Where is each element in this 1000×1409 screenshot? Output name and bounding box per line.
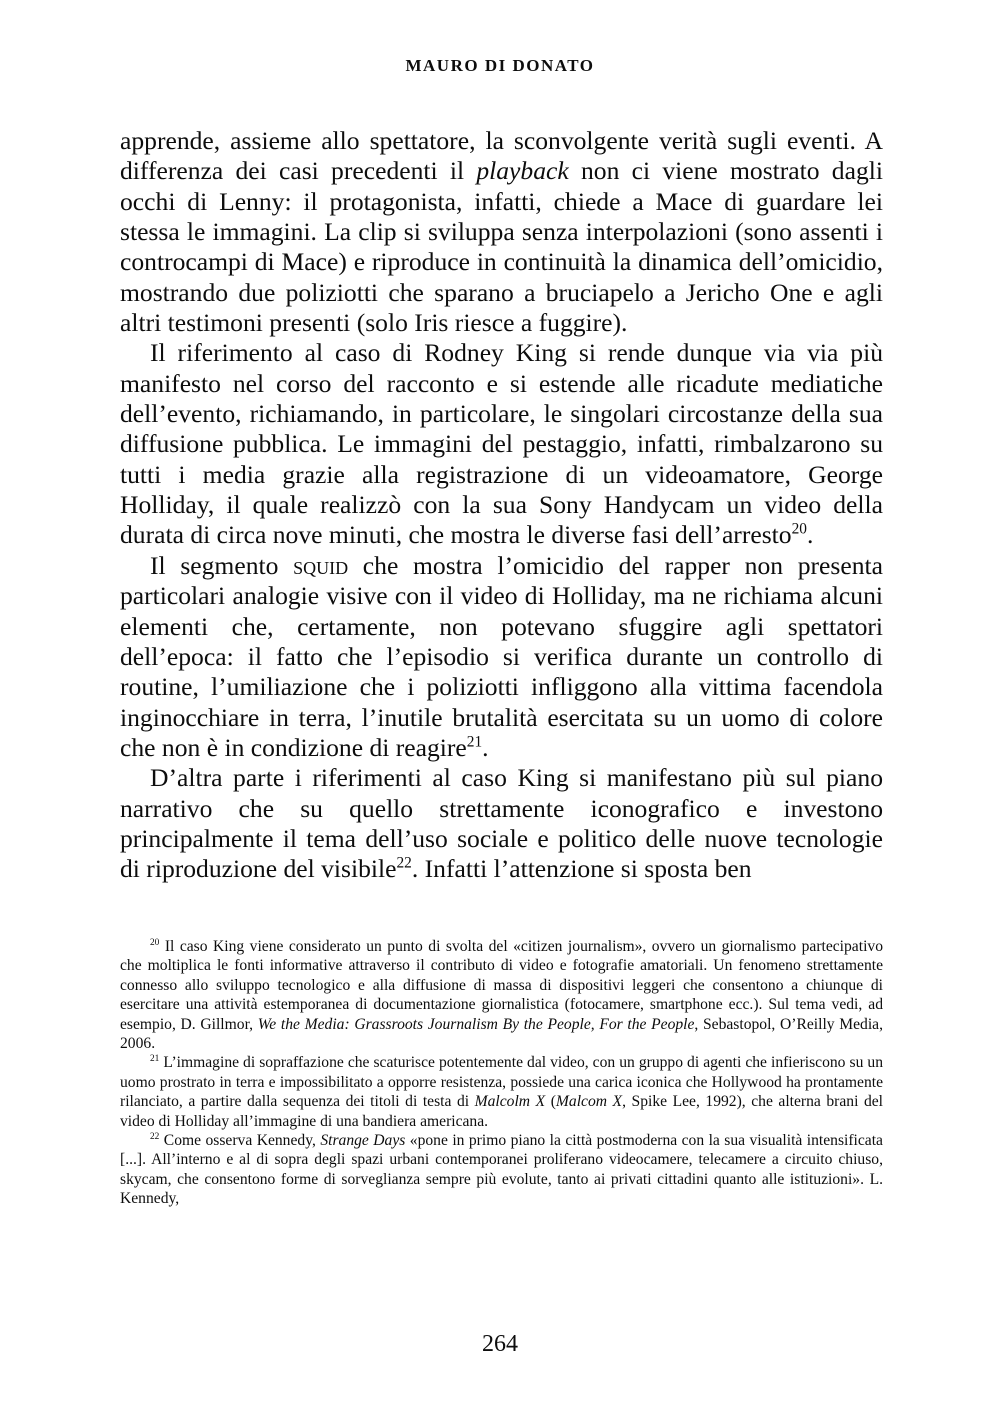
paragraph-4 [120,763,883,884]
footnote-21-number: 21 [150,1054,160,1065]
paragraph-3-text-c: . [482,732,489,762]
footnote-20-text-b: , Sebastopol, O’Reilly Media, 2006. [120,1015,883,1053]
paragraph-3 [120,551,883,763]
footnote-ref-20[interactable]: 20 [791,520,807,538]
footnote-21 [120,1053,883,1131]
footnote-21-title-2: Malcom X [555,1093,623,1111]
paragraph-4-text-a: D’altra parte i riferimenti al caso King si manifestano più sul piano narrativo che su quello strettamente iconografico e investono principalmente il tema dell’uso sociale e politico delle nuove tecnologie di riproduzione del visibile [120,763,883,884]
footnote-21-title-1: Malcolm X [474,1093,546,1111]
footnote-ref-21[interactable]: 21 [466,733,483,751]
footnote-20-text-a: Il caso King viene considerato un punto di svolta del «citizen journalism», ovvero un giornalismo partecipativo che moltiplica le fonti informative attraverso il contributo di video e fotografie amatoriali. Un fenomeno strettamente connesso allo sviluppo tecnologico e alla diffusione di massa di dispositivi leggeri che consentono a chiunque di esercitare una attività estemporanea di documentazione giornalistica (fotocamere, smartphone ecc.). Sul tema vedi, ad esempio, D. Gillmor, [120,938,883,1033]
footnote-22-text-b: «pone in primo piano la città postmoderna con la sua visualità intensificata [...]. All’interno e al di sopra degli spazi urbani contemporanei proliferano videocamere, telecamere a circuito chiuso, skycam, che consentono forme di sorveglianza sempre più evolute, tanto ai privati cittadini quanto alle istituzioni». L. Kennedy, [120,1132,883,1208]
paragraph-1 [120,126,883,338]
footnote-22-text-a: Come osserva Kennedy, [159,1132,321,1150]
footnote-21-text-c: , Spike Lee, 1992), che alterna brani del video di Holliday all’immagine di una bandiera americana. [120,1093,884,1130]
footnote-20 [120,937,883,1053]
paragraph-2 [120,338,883,550]
page-number: 264 [482,1331,518,1357]
paragraph-1-text-a: apprende, assieme allo spettatore, la sconvolgente verità sugli eventi. A differenza dei casi precedenti il [120,126,883,186]
paragraph-4-text-b: . Infatti l’attenzione si sposta ben [411,854,752,884]
paragraph-1-text-b: non ci viene mostrato dagli occhi di Lenny: il protagonista, infatti, chiede a Mace di guardare lei stessa le immagini. La clip si sviluppa senza interpolazioni (sono assenti i controcampi di Mace) e riproduce in continuità la dinamica dell’omicidio, mostrando due poliziotti che sparano a bruciapelo a Jericho One e agli altri testimoni presenti (solo Iris riesce a fuggire). [120,156,883,338]
footnote-20-number: 20 [150,937,160,948]
footnote-20-title: We the Media: Grassroots Journalism By the People, For the People [257,1015,695,1033]
running-head: MAURO DI DONATO [405,56,595,75]
paragraph-2-text-b: . [806,520,814,550]
main-text [120,126,883,885]
footnote-ref-22[interactable]: 22 [396,854,412,872]
paragraph-1-italic: playback [476,156,569,186]
paragraph-3-text-a: Il segmento [150,550,294,580]
footnote-22-title: Strange Days [320,1132,406,1150]
footnote-22-number: 22 [150,1131,160,1142]
paragraph-3-smallcaps: squid [293,550,349,580]
footnote-21-text-a: L’immagine di sopraffazione che scaturisce potentemente dal video, con un gruppo di agenti che infieriscono su un uomo prostrato in terra e impossibilitato a opporre resistenza, possiede una carica iconica che Hollywood ha prontamente rilanciato, a partire dalla sequenza dei titoli di testa di [120,1054,883,1111]
footnotes [120,937,883,1209]
paragraph-2-text-a: Il riferimento al caso di Rodney King si rende dunque via via più manifesto nel corso del racconto e si estende alle ricadute mediatiche dell’evento, richiamando, in particolare, le singolari circostanze della sua diffusione pubblica. Le immagini del pestaggio, infatti, rimbalzarono su tutti i media grazie alla registrazione di un videoamatore, George Holliday, il quale realizzò con la sua Sony Handycam un video della durata di circa nove minuti, che mostra le diverse fasi dell’arresto [120,338,883,550]
paragraph-3-text-b: che mostra l’omicidio del rapper non presenta particolari analogie visive con il video di Holliday, ma ne richiama alcuni elementi che, certamente, non potevano sfuggire agli spettatori dell’epoca: il fatto che l’episodio si verifica durante un controllo di routine, l’umiliazione che i poliziotti infliggono alla vittima facendola inginocchiare in terra, l’inutile brutalità esercitata su un uomo di colore che non è in condizione di reagire [120,550,883,762]
footnote-22 [120,1131,883,1209]
footnote-21-text-b: ( [545,1093,556,1111]
